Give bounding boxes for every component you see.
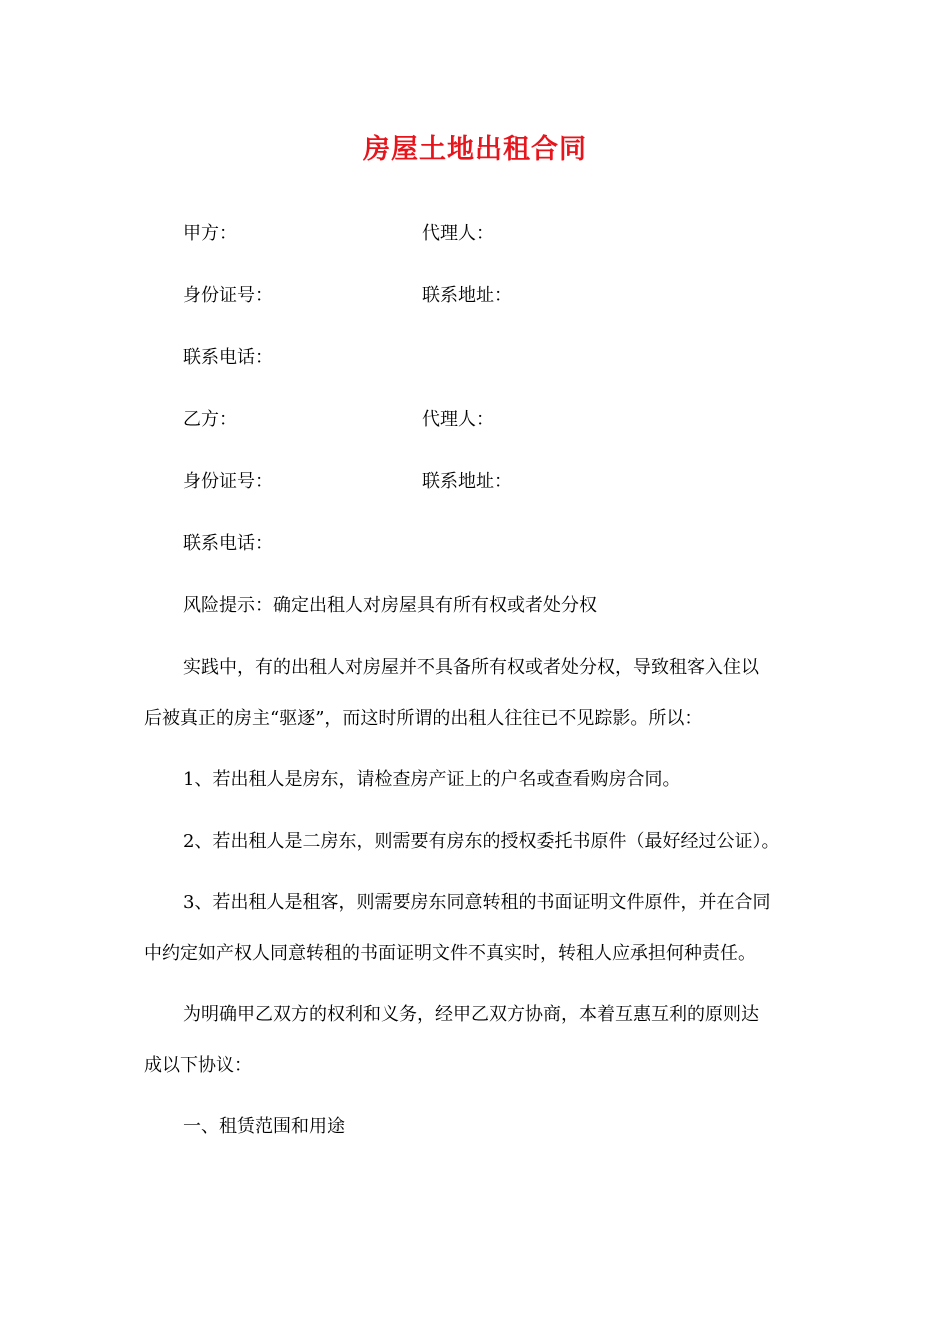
party-b-phone-label: 联系电话： bbox=[183, 533, 273, 554]
party-a-name-label: 甲方： bbox=[183, 223, 237, 244]
risk-paragraph-line-1: 实践中，有的出租人对房屋并不具备所有权或者处分权，导致租客入住以 bbox=[183, 657, 759, 678]
risk-item-2: 2、若出租人是二房东，则需要有房东的授权委托书原件（最好经过公证）。 bbox=[183, 831, 780, 852]
risk-item-3-line-1: 3、若出租人是租客，则需要房东同意转租的书面证明文件原件，并在合同 bbox=[183, 892, 771, 913]
section-1-heading: 一、租赁范围和用途 bbox=[183, 1116, 345, 1137]
document-title: 房屋土地出租合同 bbox=[363, 134, 587, 165]
agreement-paragraph-line-2: 成以下协议： bbox=[144, 1055, 252, 1076]
risk-item-1: 1、若出租人是房东，请检查房产证上的户名或查看购房合同。 bbox=[183, 769, 681, 790]
party-b-id-label: 身份证号： bbox=[183, 471, 273, 492]
party-a-address-label: 联系地址： bbox=[422, 285, 512, 306]
party-a-agent-label: 代理人： bbox=[422, 223, 494, 244]
risk-paragraph-line-2: 后被真正的房主“驱逐”，而这时所谓的出租人往往已不见踪影。所以： bbox=[144, 708, 703, 729]
party-a-phone-label: 联系电话： bbox=[183, 347, 273, 368]
party-a-id-label: 身份证号： bbox=[183, 285, 273, 306]
risk-item-3-line-2: 中约定如产权人同意转租的书面证明文件不真实时，转租人应承担何种责任。 bbox=[144, 943, 756, 964]
agreement-paragraph-line-1: 为明确甲乙双方的权利和义务，经甲乙双方协商，本着互惠互利的原则达 bbox=[183, 1004, 759, 1025]
risk-heading: 风险提示：确定出租人对房屋具有所有权或者处分权 bbox=[183, 595, 597, 616]
party-b-address-label: 联系地址： bbox=[422, 471, 512, 492]
party-b-name-label: 乙方： bbox=[183, 409, 237, 430]
party-b-agent-label: 代理人： bbox=[422, 409, 494, 430]
